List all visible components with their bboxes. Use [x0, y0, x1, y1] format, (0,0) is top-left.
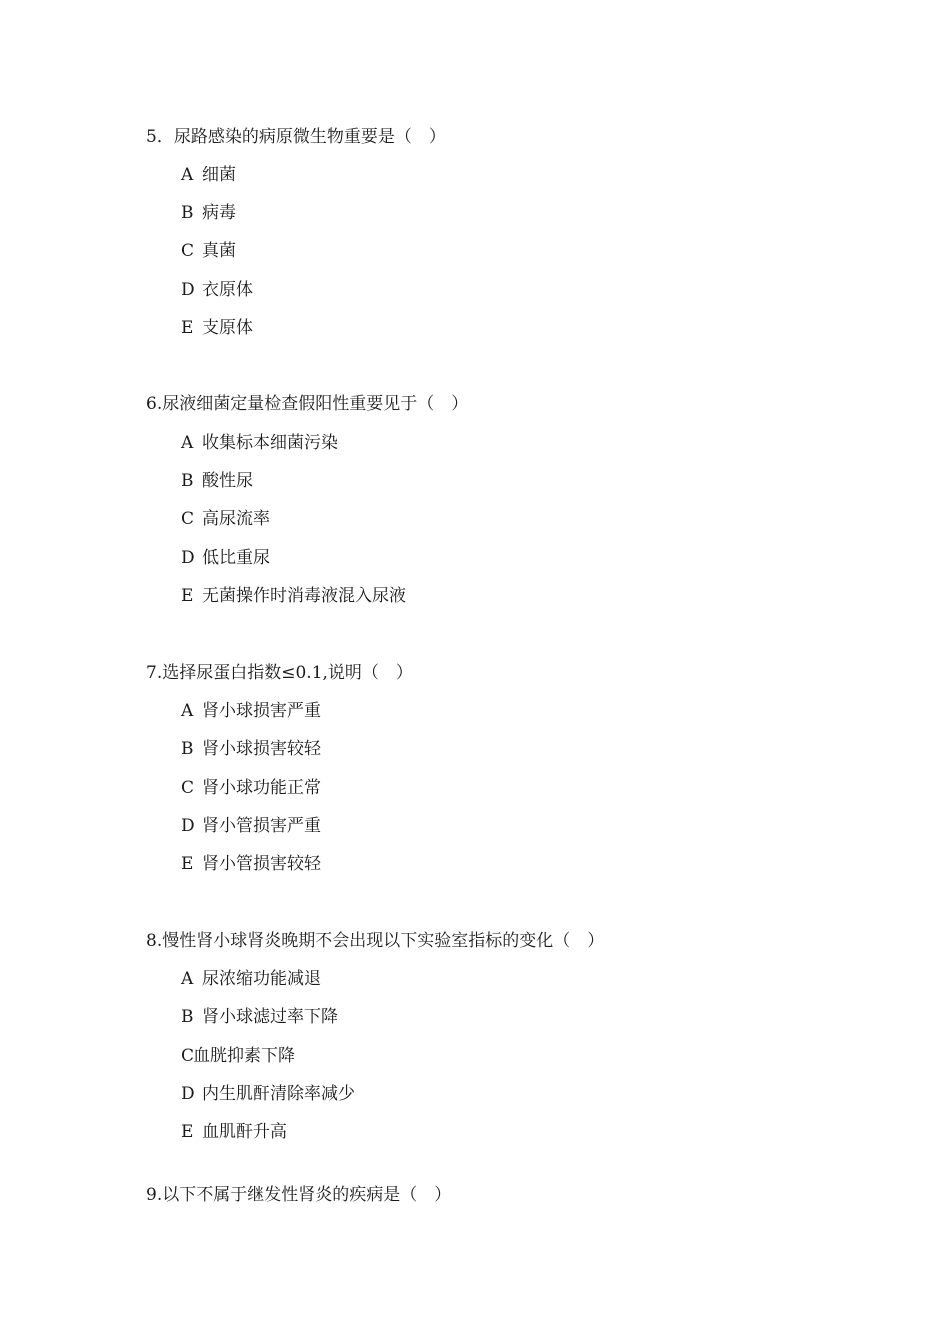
option-letter: D [181, 548, 195, 568]
option-text: 血胱抑素下降 [193, 1046, 295, 1066]
option-letter: E [181, 586, 194, 606]
option-7e [181, 853, 321, 875]
option-8e [181, 1121, 287, 1143]
option-letter: D [181, 1084, 195, 1104]
option-letter: C [181, 509, 195, 529]
option-text: 肾小球损害较轻 [202, 739, 321, 759]
option-text: 内生肌酐清除率减少 [202, 1084, 355, 1104]
option-text: 无菌操作时消毒液混入尿液 [202, 586, 406, 606]
option-text: 病毒 [202, 203, 236, 223]
option-7d [181, 815, 321, 837]
option-7b [181, 738, 321, 760]
option-8c [181, 1045, 295, 1067]
option-text: 真菌 [202, 241, 236, 261]
option-letter: D [181, 280, 195, 300]
option-text: 高尿流率 [202, 509, 270, 529]
option-6a [181, 432, 338, 454]
option-text: 衣原体 [202, 280, 253, 300]
option-6d [181, 547, 270, 569]
question-8 [146, 930, 604, 952]
option-letter: E [181, 1122, 194, 1142]
option-text: 肾小球功能正常 [202, 778, 321, 798]
option-letter: B [181, 1007, 194, 1027]
option-6e [181, 585, 406, 607]
option-letter: C [181, 241, 195, 261]
question-number: 5． [146, 127, 174, 147]
option-text: 低比重尿 [202, 548, 270, 568]
question-7 [146, 662, 413, 684]
option-letter: B [181, 739, 194, 759]
option-5a [181, 164, 236, 186]
option-letter: D [181, 816, 195, 836]
question-text: 慢性肾小球肾炎晚期不会出现以下实验室指标的变化（ ） [162, 931, 605, 951]
option-letter: C [181, 778, 195, 798]
option-text: 尿浓缩功能减退 [202, 969, 321, 989]
option-8d [181, 1083, 355, 1105]
question-6 [146, 393, 468, 415]
option-7a [181, 700, 321, 722]
question-5 [146, 126, 446, 148]
option-letter: B [181, 471, 194, 491]
question-number: 7. [146, 663, 163, 683]
question-text: 选择尿蛋白指数≤0.1,说明（ ） [162, 663, 413, 683]
option-text: 细菌 [202, 165, 236, 185]
option-text: 肾小管损害较轻 [202, 854, 321, 874]
option-text: 支原体 [202, 318, 253, 338]
option-6b [181, 470, 253, 492]
option-text: 肾小球滤过率下降 [202, 1007, 338, 1027]
option-8a [181, 968, 321, 990]
option-text: 血肌酐升高 [202, 1122, 287, 1142]
option-letter: A [181, 701, 194, 721]
option-5c [181, 240, 236, 262]
option-5e [181, 317, 253, 339]
option-6c [181, 508, 270, 530]
option-letter: A [181, 165, 194, 185]
question-number: 9. [146, 1185, 163, 1205]
question-text: 以下不属于继发性肾炎的疾病是（ ） [162, 1185, 452, 1205]
question-9 [146, 1184, 451, 1206]
option-letter: E [181, 318, 194, 338]
option-text: 收集标本细菌污染 [202, 433, 338, 453]
option-letter: C [181, 1046, 195, 1066]
question-text: 尿液细菌定量检查假阳性重要见于（ ） [162, 394, 469, 414]
option-text: 酸性尿 [202, 471, 253, 491]
option-5b [181, 202, 236, 224]
option-letter: A [181, 969, 194, 989]
option-letter: B [181, 203, 194, 223]
option-letter: A [181, 433, 194, 453]
option-text: 肾小管损害严重 [202, 816, 321, 836]
option-8b [181, 1006, 338, 1028]
question-number: 8. [146, 931, 163, 951]
option-7c [181, 777, 321, 799]
question-number: 6. [146, 394, 163, 414]
option-5d [181, 279, 253, 301]
question-text: 尿路感染的病原微生物重要是（ ） [173, 127, 446, 147]
option-text: 肾小球损害严重 [202, 701, 321, 721]
option-letter: E [181, 854, 194, 874]
